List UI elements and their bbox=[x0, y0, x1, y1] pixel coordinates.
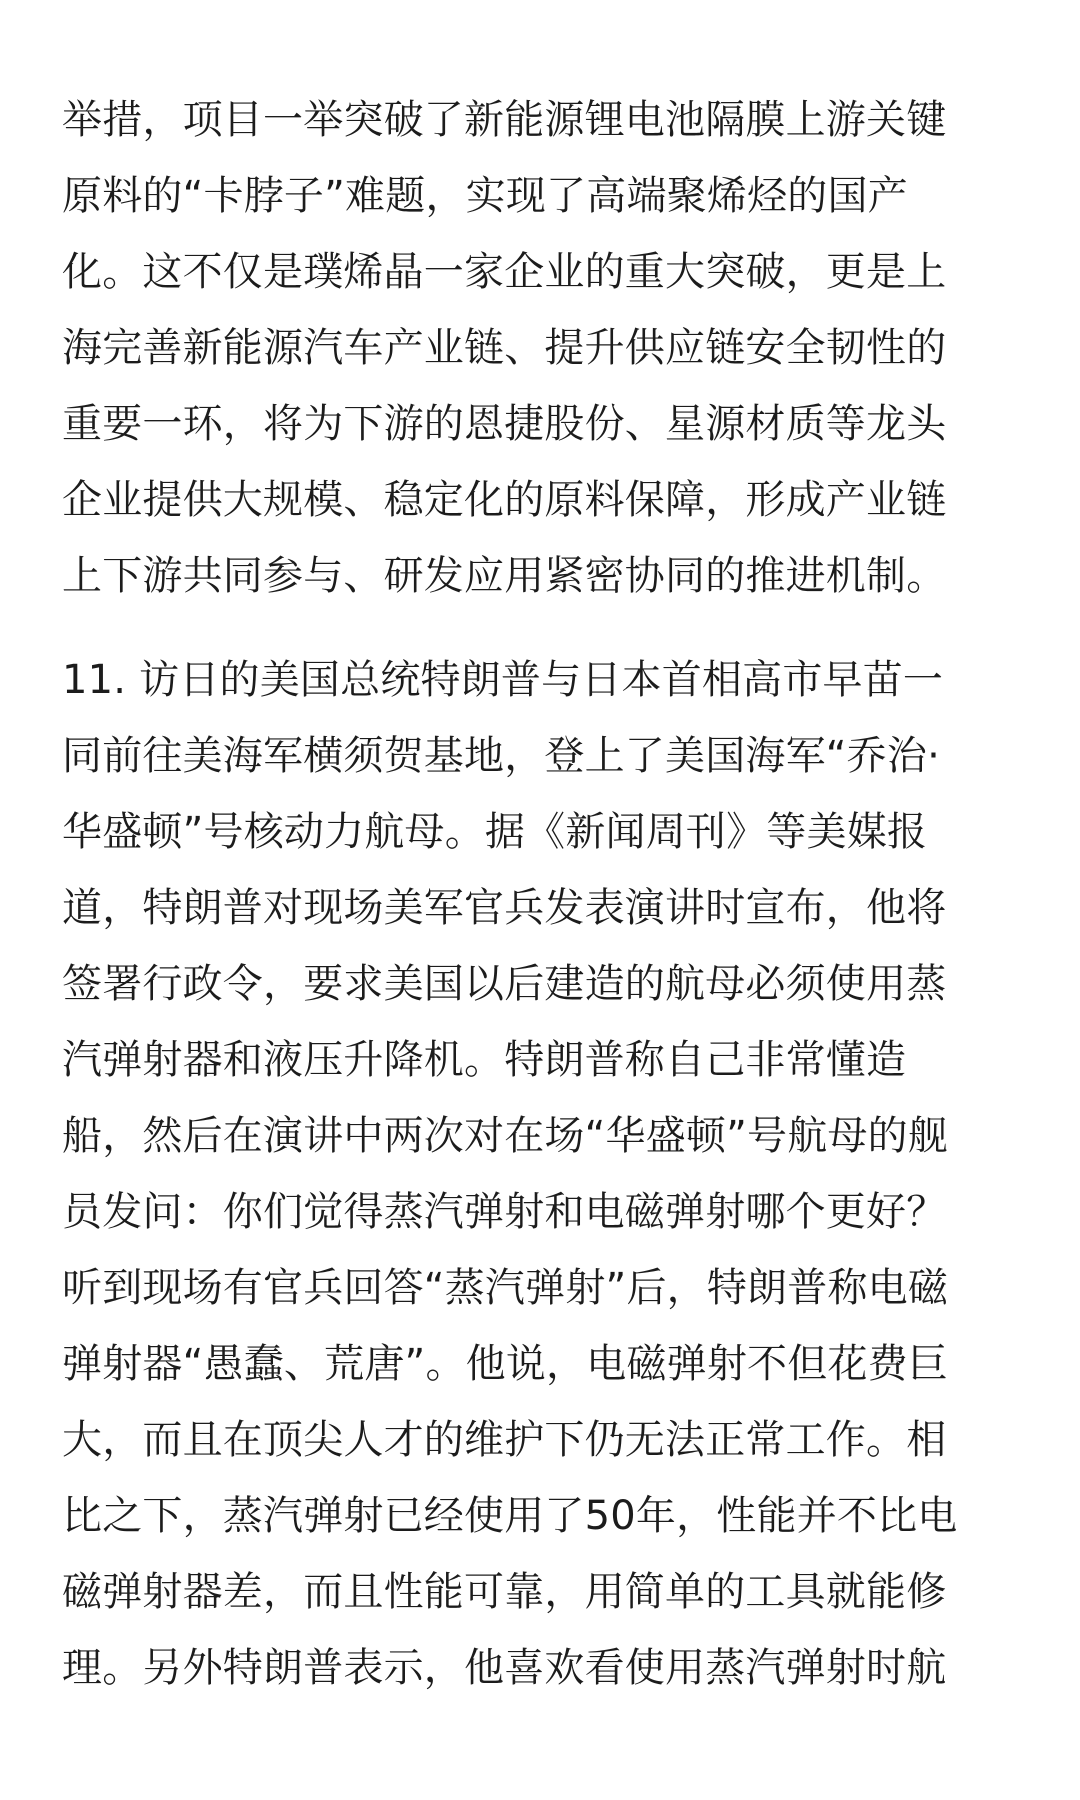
paragraph-2 bbox=[62, 642, 1022, 1706]
text-line: 道，特朗普对现场美军官兵发表演讲时宣布，他将 bbox=[62, 885, 947, 931]
text-line: 重要一环，将为下游的恩捷股份、星源材质等龙头 bbox=[62, 401, 947, 447]
text-line: 磁弹射器差，而且性能可靠，用简单的工具就能修 bbox=[62, 1569, 947, 1615]
text-line: 员发问：你们觉得蒸汽弹射和电磁弹射哪个更好？ bbox=[62, 1189, 947, 1235]
text-line: 举措，项目一举突破了新能源锂电池隔膜上游关键 bbox=[62, 97, 947, 143]
text-line: 听到现场有官兵回答“蒸汽弹射”后，特朗普称电磁 bbox=[62, 1265, 949, 1311]
text-line: 企业提供大规模、稳定化的原料保障，形成产业链 bbox=[62, 477, 947, 523]
text-line: 上下游共同参与、研发应用紧密协同的推进机制。 bbox=[62, 553, 947, 599]
text-line: 海完善新能源汽车产业链、提升供应链安全韧性的 bbox=[62, 325, 947, 371]
text-line: 原料的“卡脖子”难题，实现了高端聚烯烃的国产 bbox=[62, 173, 908, 219]
text-line: 签署行政令，要求美国以后建造的航母必须使用蒸 bbox=[62, 961, 947, 1007]
paragraph-1 bbox=[62, 82, 1022, 614]
text-line: 同前往美海军横须贺基地，登上了美国海军“乔治· bbox=[62, 733, 941, 779]
text-line: 弹射器“愚蠢、荒唐”。他说，电磁弹射不但花费巨 bbox=[62, 1341, 949, 1387]
text-line: 华盛顿”号核动力航母。据《新闻周刊》等美媒报 bbox=[62, 809, 928, 855]
text-line: 11. 访日的美国总统特朗普与日本首相高市早苗一 bbox=[62, 657, 944, 703]
text-line: 比之下，蒸汽弹射已经使用了50年，性能并不比电 bbox=[62, 1493, 958, 1539]
text-line: 汽弹射器和液压升降机。特朗普称自己非常懂造 bbox=[62, 1037, 907, 1083]
text-line: 理。另外特朗普表示，他喜欢看使用蒸汽弹射时航 bbox=[62, 1645, 947, 1691]
text-line: 化。这不仅是璞烯晶一家企业的重大突破，更是上 bbox=[62, 249, 947, 295]
article-body bbox=[62, 82, 1022, 1706]
text-line: 大，而且在顶尖人才的维护下仍无法正常工作。相 bbox=[62, 1417, 947, 1463]
text-line: 船，然后在演讲中两次对在场“华盛顿”号航母的舰 bbox=[62, 1113, 949, 1159]
